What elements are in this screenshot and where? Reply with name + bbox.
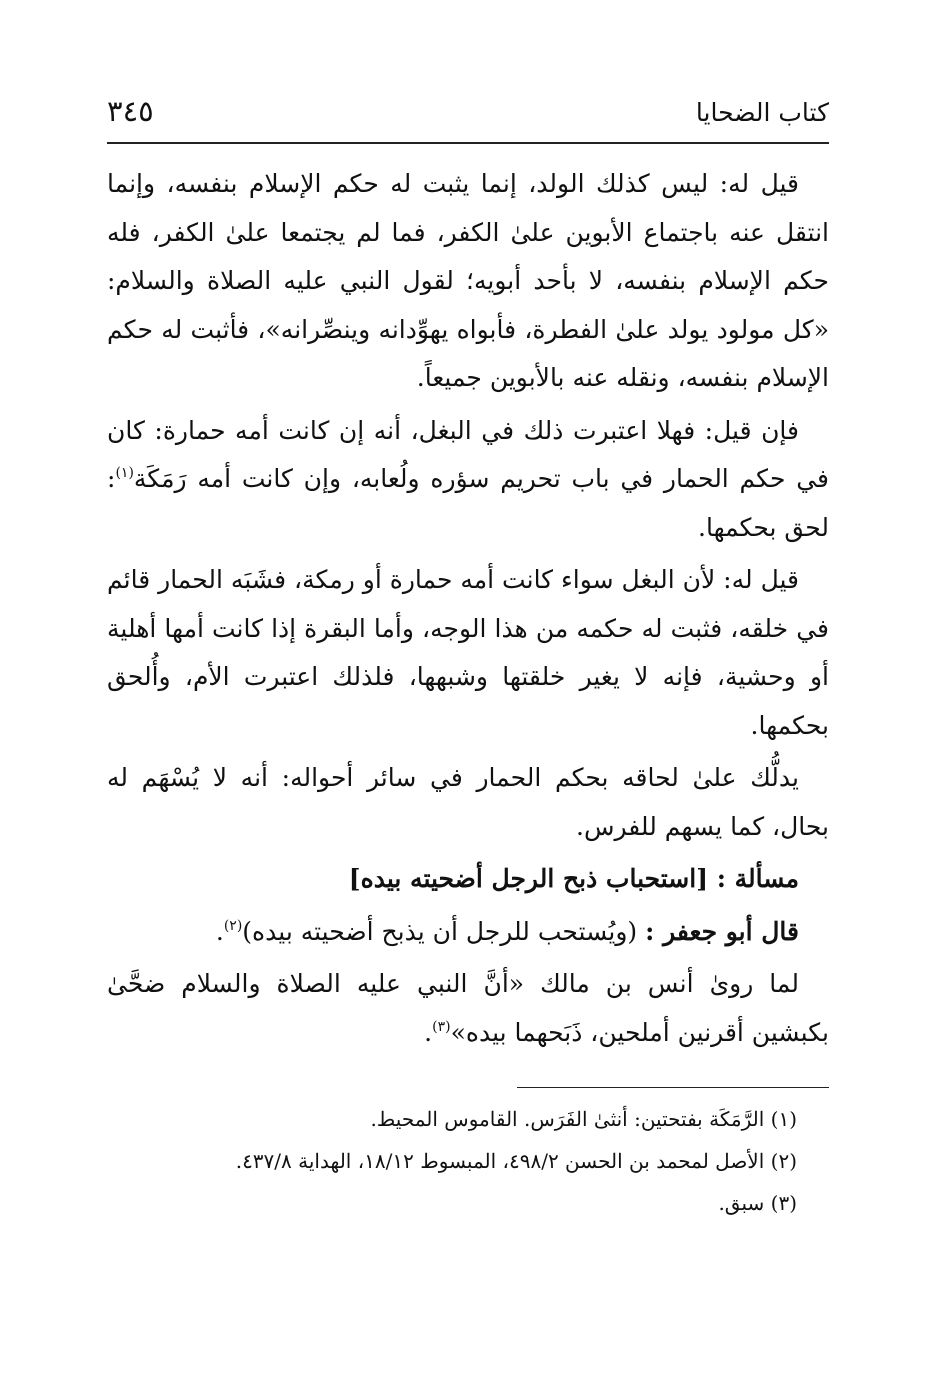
speaker-label: قال أبو جعفر : (645, 916, 799, 946)
running-title: كتاب الضحايا (695, 98, 829, 127)
page-header (107, 92, 829, 144)
footnote-ref-3: (٣) (432, 1018, 451, 1035)
paragraph-2-text: فإن قيل: فهلا اعتبرت ذلك في البغل، أنه إن كانت أمه حمارة: كان في حكم الحمار في باب تحريم سؤره ولُعابه، وإن كانت أمه رَمَكَة (107, 415, 829, 493)
paragraph-6-end: . (215, 916, 224, 946)
section-heading: مسألة : [استحباب ذبح الرجل أضحيته بيده] (348, 864, 799, 893)
quoted-text: (ويُستحب للرجل أن يذبح أضحيته بيده) (242, 916, 646, 946)
footnotes (107, 1098, 797, 1224)
paragraph-4: يدلُّك علىٰ لحاقه بحكم الحمار في سائر أحواله: أنه لا يُسْهَم له بحال، كما يسهم للفرس. (107, 763, 829, 841)
page-number: ٣٤٥ (107, 94, 154, 128)
main-text (107, 160, 829, 1057)
footnote-ref-1: (١) (115, 465, 134, 481)
paragraph-3: قيل له: لأن البغل سواء كانت أمه حمارة أو رمكة، فشَبَه الحمار قائم في خلقه، فثبت له حكمه من هذا الوجه، وأما البقرة إذا كانت أمها أهلية أو وحشية، فإنه لا يغير خلقتها وشبهها، فلذلك اعتبرت الأم، وأُلحق بحكمها. (107, 565, 829, 740)
paragraph-1: قيل له: ليس كذلك الولد، إنما يثبت له حكم الإسلام بنفسه، وإنما انتقل عنه باجتماع الأبوين علىٰ الكفر، فما لم يجتمعا علىٰ الكفر، فله حكم الإسلام بنفسه، لا بأحد أبويه؛ لقول النبي عليه الصلاة والسلام: «كل مولود يولد علىٰ الفطرة، فأبواه يهوِّدانه وينصِّرانه»، فأثبت له حكم الإسلام بنفسه، ونقله عنه بالأبوين جميعاً. (107, 169, 829, 392)
paragraph-7-text: لما روىٰ أنس بن مالك «أنَّ النبي عليه الصلاة والسلام ضحَّىٰ بكبشين أقرنين أملحين، ذَبَحهما بيده» (107, 969, 829, 1047)
footnote-separator (517, 1087, 829, 1088)
paragraph-7-end: . (424, 1017, 433, 1047)
footnote-1: (١) الرَّمَكَة بفتحتين: أنثىٰ الفَرَس. القاموس المحيط. (370, 1107, 797, 1131)
paragraph-6 (107, 908, 829, 957)
paragraph-2-end: : لحق بحكمها. (107, 464, 829, 542)
footnote-3: (٣) سبق. (718, 1191, 797, 1215)
footnote-ref-2: (٢) (223, 917, 243, 934)
paragraph-2 (107, 407, 829, 553)
paragraph-7 (107, 960, 829, 1057)
footnote-2: (٢) الأصل لمحمد بن الحسن ٤٩٨/٢، المبسوط ١٨/١٢، الهداية ٤٣٧/٨. (235, 1149, 797, 1173)
